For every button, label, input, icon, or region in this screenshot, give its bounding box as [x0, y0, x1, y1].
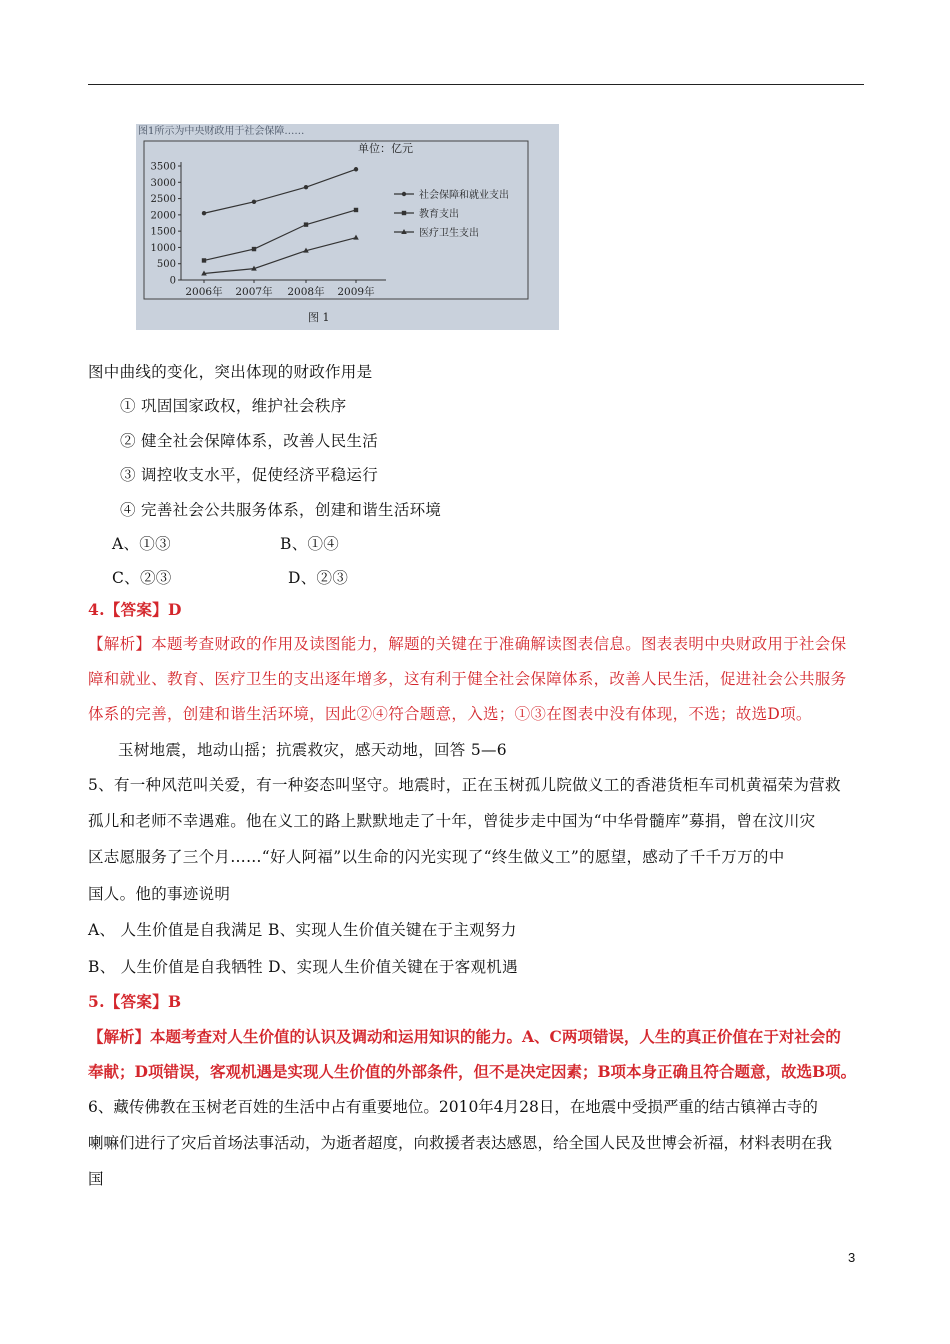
x-tick-label: 2006年 [185, 286, 223, 298]
data-point [252, 247, 256, 251]
data-point [202, 258, 206, 262]
y-tick-label: 2500 [150, 194, 176, 206]
q5-line-4: 国人。他的事迹说明 [88, 885, 231, 903]
q4-option-4: ④ 完善社会公共服务体系，创建和谐生活环境 [120, 501, 442, 519]
series-line [204, 210, 356, 260]
figure-label: 图 1 [308, 311, 330, 324]
q5-analysis-line-2: 奉献；D项错误，客观机遇是实现人生价值的外部条件，但不是决定因素；B项本身正确且符合题意，故选B项。 [88, 1062, 857, 1081]
data-point [304, 185, 308, 189]
header-rule [88, 84, 864, 85]
section-intro: 玉树地震，地动山摇；抗震救灾，感天动地，回答 5—6 [118, 741, 507, 759]
q4-option-1: ① 巩固国家政权，维护社会秩序 [120, 397, 347, 415]
legend-label: 教育支出 [419, 209, 459, 220]
q6-line-1: 6、藏传佛教在玉树老百姓的生活中占有重要地位。2010年4月28日，在地震中受损严重的结古镇禅古寺的 [88, 1098, 818, 1116]
q5-analysis-line-1: 【解析】本题考查对人生价值的认识及调动和运用知识的能力。A、C两项错误，人生的真正价值在于对社会的 [88, 1027, 841, 1046]
legend-marker [402, 192, 406, 196]
q4-choice-a: A、①③ [112, 535, 171, 553]
q4-stem: 图中曲线的变化，突出体现的财政作用是 [88, 363, 373, 381]
x-tick-label: 2009年 [337, 286, 375, 298]
q4-choice-d: D、②③ [288, 569, 349, 587]
q4-analysis-line-1: 【解析】本题考查财政的作用及读图能力，解题的关键在于准确解读图表信息。图表表明中央财政用于社会保 [88, 635, 847, 653]
data-point [353, 235, 359, 240]
q4-answer: 4.【答案】D [88, 600, 182, 619]
legend-label: 社会保障和就业支出 [419, 190, 509, 201]
q5-line-2: 孤儿和老师不幸遇难。他在义工的路上默默地走了十年，曾徒步走中国为“中华骨髓库”募捐，曾在汶川灾 [88, 812, 816, 830]
y-tick-label: 3500 [150, 161, 176, 173]
q4-option-3: ③ 调控收支水平，促使经济平稳运行 [120, 466, 379, 484]
q6-line-3: 国 [88, 1170, 104, 1188]
legend-label: 医疗卫生支出 [419, 228, 479, 239]
y-tick-label: 1500 [150, 226, 176, 238]
page-number: 3 [848, 1250, 856, 1265]
q6-line-2: 喇嘛们进行了灾后首场法事活动，为逝者超度，向救援者表达感恩，给全国人民及世博会祈福，材料表明在我 [88, 1134, 833, 1152]
y-tick-label: 1000 [150, 242, 176, 254]
data-point [354, 208, 358, 212]
q5-answer: 5.【答案】B [88, 992, 182, 1011]
chart-photo [136, 124, 559, 330]
q5-line-1: 5、有一种风范叫关爱，有一种姿态叫坚守。地震时，正在玉树孤儿院做义工的香港货柜车司机黄福荣为营救 [88, 776, 841, 794]
y-tick-label: 2000 [150, 210, 176, 222]
line-chart [136, 124, 559, 330]
q5-line-3: 区志愿服务了三个月……“好人阿福”以生命的闪光实现了“终生做义工”的愿望，感动了千千万万的中 [88, 848, 785, 866]
legend-marker [402, 211, 406, 215]
data-point [304, 222, 308, 226]
y-tick-label: 500 [156, 259, 176, 271]
data-point [354, 167, 358, 171]
chart-caption: 图1所示为中央财政用于社会保障…… [138, 126, 305, 137]
x-tick-label: 2007年 [235, 286, 273, 298]
data-point [252, 200, 256, 204]
q4-analysis-line-2: 障和就业、教育、医疗卫生的支出逐年增多，这有利于健全社会保障体系，改善人民生活，促进社会公共服务 [88, 670, 847, 688]
q5-options-ab: A、 人生价值是自我满足 B、实现人生价值关键在于主观努力 [88, 921, 517, 939]
series-line [204, 169, 356, 213]
data-point [202, 211, 206, 215]
q4-analysis-line-3: 体系的完善，创建和谐生活环境，因此②④符合题意，入选；①③在图表中没有体现，不选；故选D项。 [88, 705, 812, 723]
q5-options-cd: B、 人生价值是自我牺牲 D、实现人生价值关键在于客观机遇 [88, 958, 518, 976]
y-tick-label: 0 [169, 275, 176, 287]
x-tick-label: 2008年 [287, 286, 325, 298]
y-tick-label: 3000 [150, 177, 176, 189]
q4-option-2: ② 健全社会保障体系，改善人民生活 [120, 432, 379, 450]
plot-area [151, 162, 509, 299]
q4-choice-c: C、②③ [112, 569, 172, 587]
q4-choice-b: B、①④ [280, 535, 340, 553]
chart-unit: 单位：亿元 [358, 142, 413, 155]
